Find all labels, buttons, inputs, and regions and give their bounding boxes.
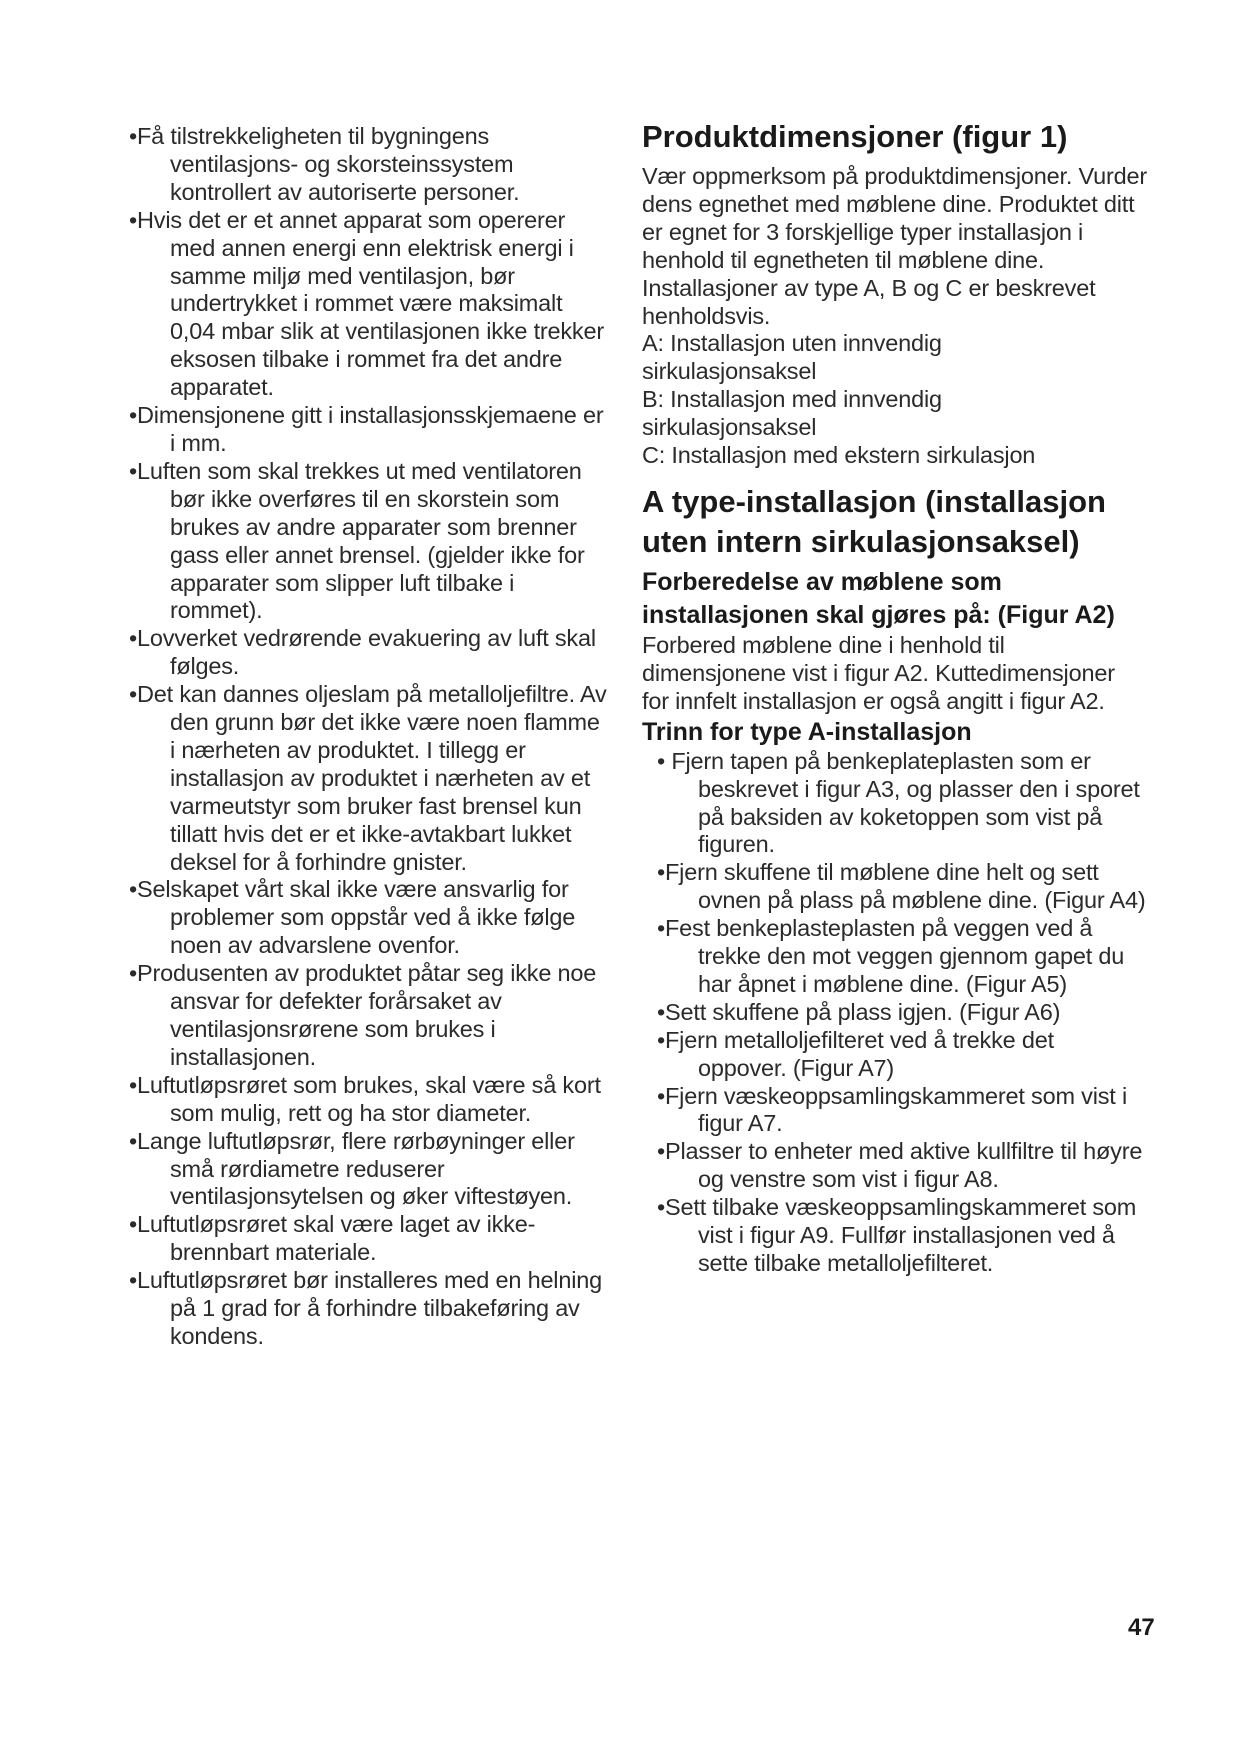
bullet-dimensions-mm: •Dimensjonene gitt i installasjonsskjemaene er i mm. xyxy=(129,402,604,456)
bullet-non-flammable: •Luftutløpsrøret skal være laget av ikke-brennbart materiale. xyxy=(129,1211,536,1266)
step-fix-plastic: •Fest benkeplasteplasten på veggen ved å trekke den mot veggen gjennom gapet du har åpnet i møblene dine. (Figur A5) xyxy=(657,915,1125,997)
page-number: 47 xyxy=(1128,1614,1155,1641)
type-b-line2: sirkulasjonsaksel xyxy=(642,414,817,441)
step-replace-drawers: •Sett skuffene på plass igjen. (Figur A6) xyxy=(657,998,1061,1025)
step-remove-tape: • Fjern tapen på benkeplateplasten som er beskrevet i figur A3, og plasser den i sporet på baksiden av koketoppen som vist på figuren. xyxy=(657,747,1140,858)
bullet-long-pipes: •Lange luftutløpsrør, flere rørbøyninger eller små rørdiametre reduserer ventilasjonsytelsen og øker viftestøyen. xyxy=(129,1127,575,1210)
section-title-type-a: A type-installasjon (installasjon uten intern sirkulasjonsaksel) xyxy=(642,483,1106,559)
left-column xyxy=(129,123,609,1351)
bullet-outlet-short: •Luftutløpsrøret som brukes, skal være så kort som mulig, rett og ha stor diameter. xyxy=(129,1071,601,1126)
type-a-line1: A: Installasjon uten innvendig xyxy=(642,330,942,357)
step-remove-filter: •Fjern metalloljefilteret ved å trekke det oppover. (Figur A7) xyxy=(657,1026,1054,1081)
bullet-oil-sludge: •Det kan dannes oljeslam på metalloljefiltre. Av den grunn bør det ikke være noen flamme i nærheten av produktet. I tillegg er installasjon av produktet i nærheten av et varmeutstyr som bruker fast brensel kun tillatt hvis det er et ikke-avtakbart lukket deksel for å forhindre gnister. xyxy=(129,681,607,875)
type-a-line2: sirkulasjonsaksel xyxy=(642,358,817,385)
bullet-liability: •Selskapet vårt skal ikke være ansvarlig for problemer som oppstår ved å ikke følge noen av advarslene ovenfor. xyxy=(129,876,576,959)
step-remove-drawers: •Fjern skuffene til møblene dine helt og sett ovnen på plass på møblene dine. (Figur A4) xyxy=(657,859,1146,914)
bullet-manufacturer: •Produsenten av produktet påtar seg ikke noe ansvar for defekter forårsaket av ventilasjonsrørene som brukes i installasjonen. xyxy=(129,960,597,1070)
subtitle-preparation: Forberedelse av møblene som installasjonen skal gjøres på: (Figur A2) xyxy=(642,567,1115,629)
bullet-legislation: •Lovverket vedrørende evakuering av luft skal følges. xyxy=(129,625,596,680)
preparation-text: Forbered møblene dine i henhold til dimensjonene vist i figur A2. Kuttedimensjoner for innfelt installasjon er også angitt i figur A2. xyxy=(642,631,1115,714)
step-carbon-filters: •Plasser to enheter med aktive kullfiltre til høyre og venstre som vist i figur A8. xyxy=(657,1138,1143,1193)
step-refit-chamber: •Sett tilbake væskeoppsamlingskammeret som vist i figur A9. Fullfør installasjonen ved å sette tilbake metalloljefilteret. xyxy=(657,1194,1137,1276)
section-title-dimensions: Produktdimensjoner (figur 1) xyxy=(642,119,1068,154)
right-column xyxy=(642,119,1147,1278)
bullet-ventilation-check: •Få tilstrekkeligheten til bygningens ventilasjons- og skorsteinssystem kontrollert av autoriserte personer. xyxy=(129,123,520,205)
type-c: C: Installasjon med ekstern sirkulasjon xyxy=(642,442,1036,469)
subtitle-steps: Trinn for type A-installasjon xyxy=(642,717,972,746)
bullet-other-appliance: •Hvis det er et annet apparat som opererer med annen energi enn elektrisk energi i samme miljø med ventilasjon, bør undertrykket i rommet være maksimalt 0,04 mbar slik at ventilasjonen ikke trekker eksosen tilbake i rommet fra det andre apparatet. xyxy=(129,206,604,401)
bullet-chimney: •Luften som skal trekkes ut med ventilatoren bør ikke overføres til en skorstein som brukes av andre apparater som brenner gass eller annet brensel. (gjelder ikke for apparater som slipper luft tilbake i rommet). xyxy=(129,457,585,624)
step-remove-chamber: •Fjern væskeoppsamlingskammeret som vist i figur A7. xyxy=(657,1082,1127,1137)
dimensions-text: Vær oppmerksom på produktdimensjoner. Vurder dens egnethet med møblene dine. Produktet ditt er egnet for 3 forskjellige typer installasjon i henhold til egnetheten til møblene dine. Installasjoner av type A, B og C er beskrevet henholdsvis. xyxy=(642,163,1147,329)
type-b-line1: B: Installasjon med innvendig xyxy=(642,386,942,413)
bullet-incline: •Luftutløpsrøret bør installeres med en helning på 1 grad for å forhindre tilbakeføring av kondens. xyxy=(129,1267,602,1349)
